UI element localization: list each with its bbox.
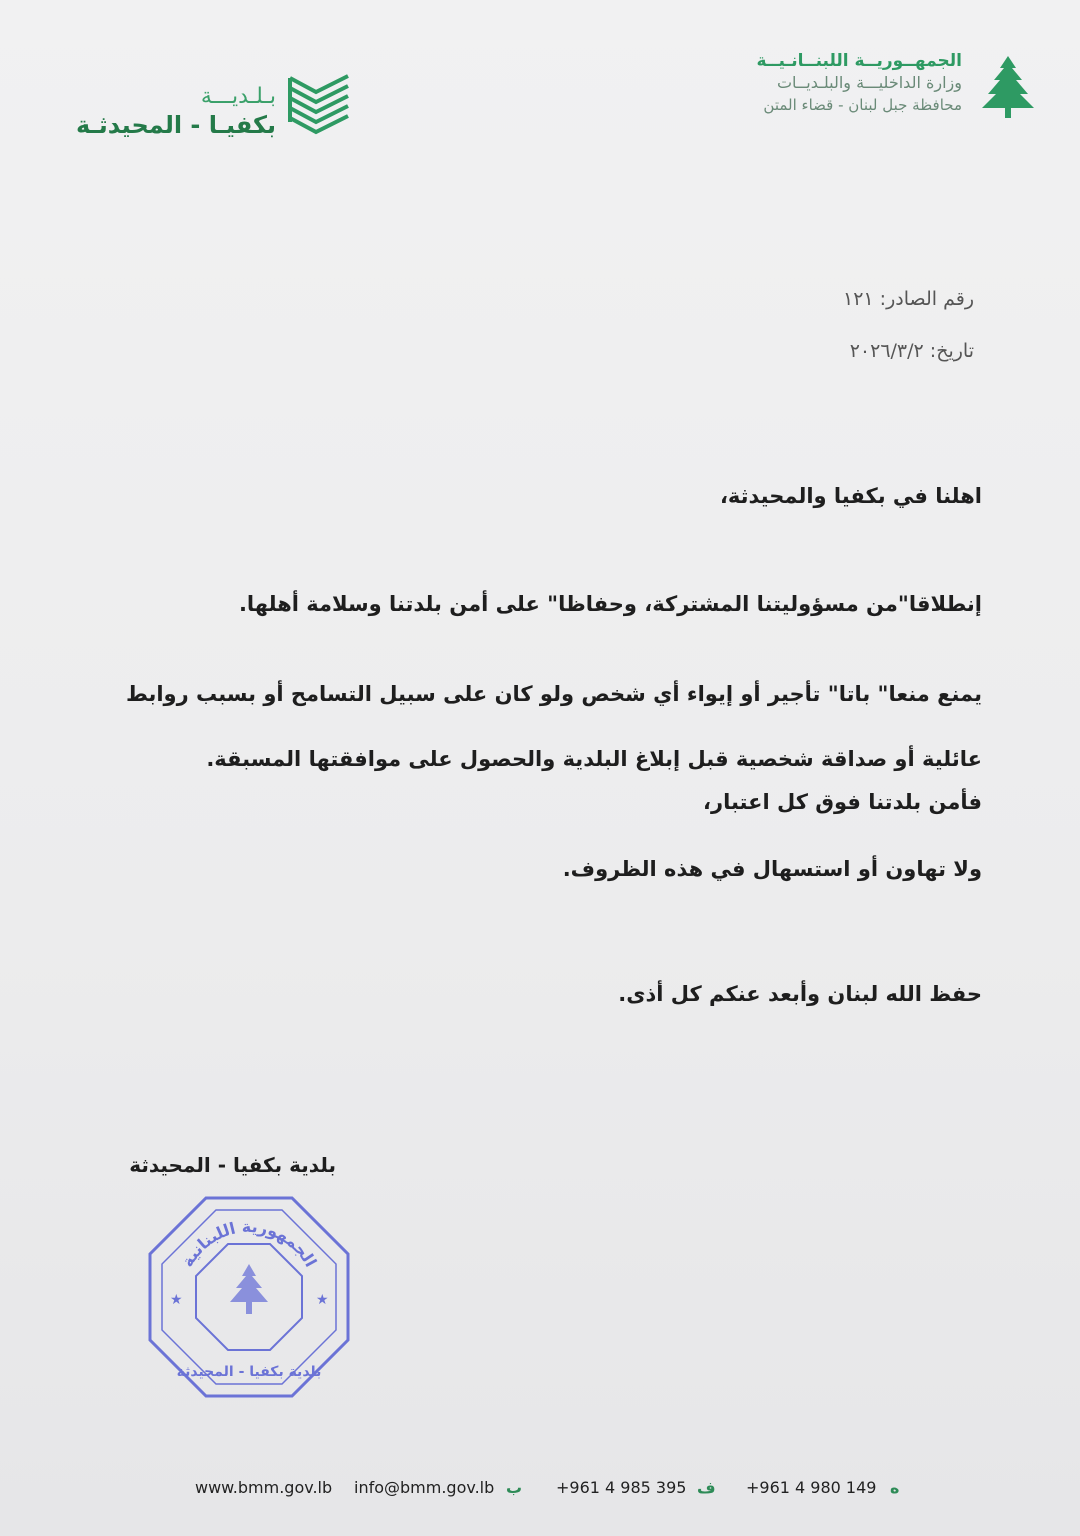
stamp-top-text: الجمهورية اللبنانية xyxy=(177,1216,321,1271)
closing-line: حفظ الله لبنان وأبعد عنكم كل أذى. xyxy=(618,982,982,1006)
fax-number: +961 4 985 395 xyxy=(556,1478,687,1497)
stamp-bottom-text: بلدية بكفيا - المحيدثة xyxy=(176,1364,322,1380)
paragraph: ولا تهاون أو استسهال في هذه الظروف. xyxy=(562,857,982,881)
republic-title: الجمهــوريــة اللبنــانـيــة xyxy=(756,51,962,71)
reference-date: تاريخ: ٢٠٢٦/٣/٢ xyxy=(849,340,974,362)
republic-header xyxy=(620,50,1040,130)
phone-number[interactable]: +961 4 980 149 xyxy=(746,1478,877,1497)
footer-contact xyxy=(0,1478,1080,1502)
municipality-name: بكفيـا - المحيدثـة xyxy=(76,111,276,139)
paragraph: يمنع منعا" باتا" تأجير أو إيواء أي شخص ولو كان على سبيل التسامح أو بسبب روابط عائلية أو صداقة شخصية قبل إبلاغ البلدية والحصول على موافقتها المسبقة. xyxy=(125,682,982,771)
phone-prefix: ه xyxy=(890,1478,900,1497)
reference-number: رقم الصادر: ١٢١ xyxy=(843,288,974,310)
email-link[interactable]: info@bmm.gov.lb xyxy=(354,1478,495,1497)
municipality-label: بـلـديـــة xyxy=(200,84,276,109)
municipality-header xyxy=(46,72,366,152)
email-prefix: ب xyxy=(506,1478,523,1497)
municipality-logo-icon xyxy=(286,72,352,142)
governorate-title: محافظة جبل لبنان - قضاء المتن xyxy=(763,96,962,114)
paragraph: فأمن بلدتنا فوق كل اعتبار، xyxy=(703,790,982,814)
paragraph: إنطلاقا"من مسؤوليتنا المشتركة، وحفاظا" على أمن بلدتنا وسلامة أهلها. xyxy=(238,592,982,616)
ministry-title: وزارة الداخليـــة والبلـديــات xyxy=(776,73,962,92)
fax-prefix: ف xyxy=(697,1478,716,1497)
stamp-cedar-icon xyxy=(230,1264,268,1314)
website-link[interactable]: www.bmm.gov.lb xyxy=(195,1478,333,1497)
cedar-icon xyxy=(976,54,1040,120)
svg-text:★: ★ xyxy=(316,1292,329,1308)
official-stamp xyxy=(144,1192,354,1402)
signature-name: بلدية بكفيا - المحيدثة xyxy=(129,1153,336,1177)
svg-text:★: ★ xyxy=(170,1292,183,1308)
greeting: اهلنا في بكفيا والمحيدثة، xyxy=(719,484,982,508)
